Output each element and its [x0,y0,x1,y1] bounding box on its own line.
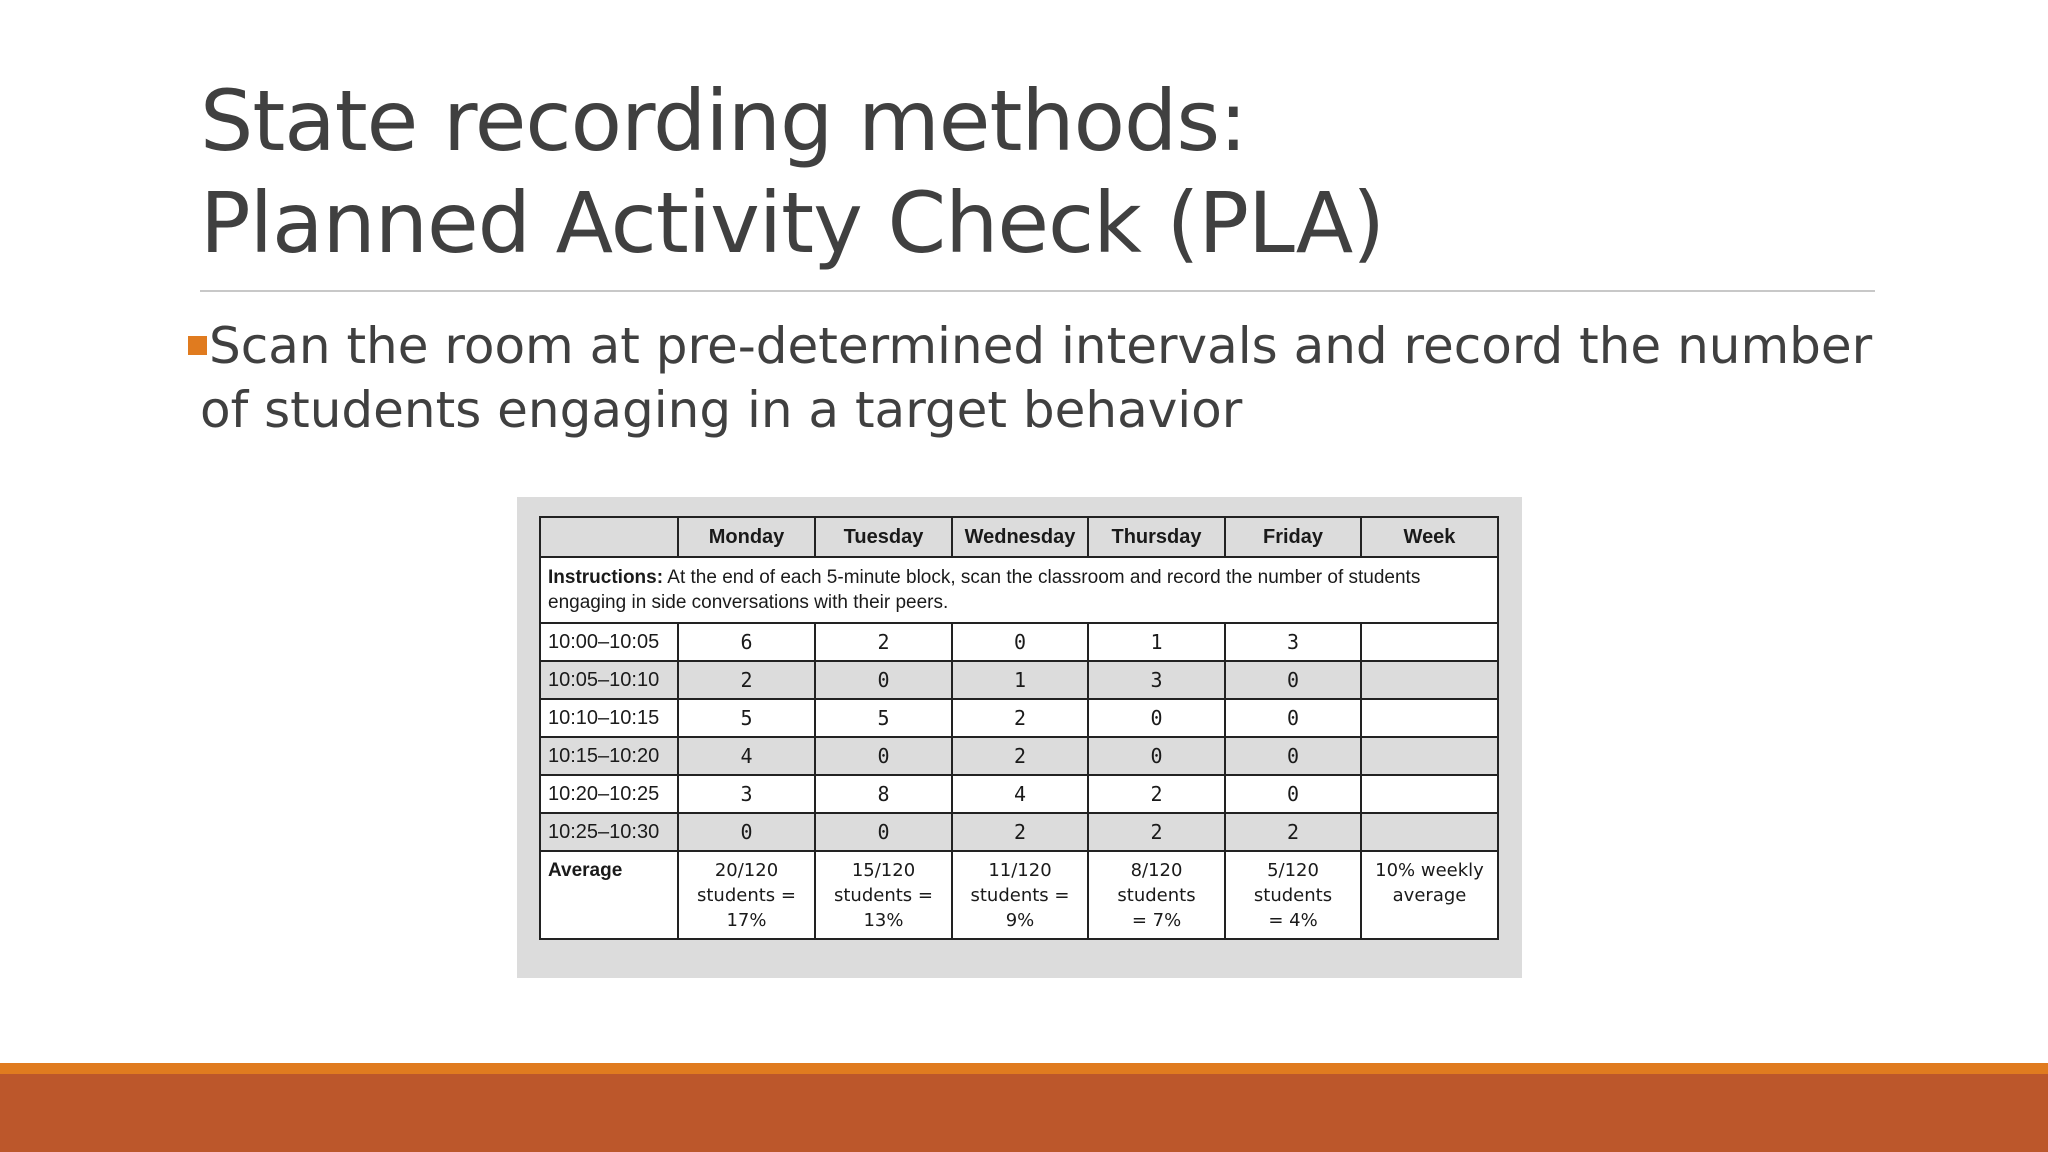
count-cell: 0 [1088,699,1225,737]
table-row [540,737,1498,775]
count-cell: 3 [678,775,815,813]
count-cell: 0 [952,623,1088,661]
average-students: students = [834,885,933,906]
count-cell: 2 [1225,813,1361,851]
average-percent: 9% [1005,910,1035,931]
average-cell [678,851,815,939]
average-cell [1225,851,1361,939]
count-cell: 5 [815,699,952,737]
header-monday: Monday [678,517,815,557]
bullet-text-line-1: Scan the room at pre-determined intervals and record the number [209,317,1873,375]
bullet-point [188,314,1888,442]
average-fraction: 8/120 [1130,860,1183,881]
count-cell: 0 [1225,737,1361,775]
header-thursday: Thursday [1088,517,1225,557]
average-label: Average [540,851,678,939]
table-row [540,661,1498,699]
count-cell [1361,623,1498,661]
table-row [540,623,1498,661]
count-cell: 4 [678,737,815,775]
count-cell: 5 [678,699,815,737]
count-cell: 2 [1088,813,1225,851]
header-tuesday: Tuesday [815,517,952,557]
average-cell [1088,851,1225,939]
count-cell: 6 [678,623,815,661]
bullet-text-line-2: of students engaging in a target behavior [200,381,1243,439]
average-fraction: 20/120 [714,860,779,881]
count-cell: 0 [1225,699,1361,737]
instructions-cell [540,557,1498,623]
time-cell: 10:10–10:15 [540,699,678,737]
time-cell: 10:25–10:30 [540,813,678,851]
time-cell: 10:00–10:05 [540,623,678,661]
count-cell: 2 [1088,775,1225,813]
time-cell: 10:20–10:25 [540,775,678,813]
instructions-text-2: engaging in side conversations with their peers. [548,592,949,613]
footer-accent-stripe [0,1063,2048,1074]
header-week: Week [1361,517,1498,557]
average-fraction: 11/120 [988,860,1052,881]
header-friday: Friday [1225,517,1361,557]
average-students: students [1253,885,1333,906]
average-cell [952,851,1088,939]
average-students: students = [970,885,1070,906]
slide-title-line-1: State recording methods: [200,72,1247,170]
average-percent: 17% [726,910,767,931]
count-cell: 4 [952,775,1088,813]
average-students: students [1117,885,1196,906]
count-cell [1361,813,1498,851]
count-cell: 3 [1088,661,1225,699]
count-cell: 0 [1225,775,1361,813]
table-row [540,775,1498,813]
table-row [540,699,1498,737]
slide-title [200,70,1900,274]
count-cell: 2 [952,813,1088,851]
count-cell: 2 [952,737,1088,775]
count-cell [1361,699,1498,737]
weekly-average-label: average [1392,885,1467,906]
count-cell: 0 [815,813,952,851]
count-cell: 0 [1225,661,1361,699]
header-row [540,517,1498,557]
count-cell: 2 [678,661,815,699]
pla-table-figure [517,497,1522,978]
average-cell [815,851,952,939]
average-students: students = [697,885,796,906]
count-cell [1361,775,1498,813]
count-cell: 0 [678,813,815,851]
count-cell [1361,661,1498,699]
weekly-average-cell [1361,851,1498,939]
instructions-label: Instructions: [548,567,664,588]
slide-title-line-2: Planned Activity Check (PLA) [200,174,1384,272]
average-row [540,851,1498,939]
title-divider [200,290,1875,292]
header-wednesday: Wednesday [952,517,1088,557]
count-cell [1361,737,1498,775]
instructions-text-1: At the end of each 5-minute block, scan the classroom and record the number of students [663,567,1421,588]
count-cell: 1 [952,661,1088,699]
count-cell: 3 [1225,623,1361,661]
count-cell: 0 [815,737,952,775]
count-cell: 8 [815,775,952,813]
average-fraction: 15/120 [851,860,916,881]
average-percent: = 7% [1131,910,1182,931]
footer-bar [0,1074,2048,1152]
time-cell: 10:15–10:20 [540,737,678,775]
count-cell: 0 [1088,737,1225,775]
count-cell: 2 [952,699,1088,737]
count-cell: 1 [1088,623,1225,661]
weekly-average-value: 10% weekly [1375,860,1484,881]
count-cell: 2 [815,623,952,661]
instructions-row [540,557,1498,623]
average-fraction: 5/120 [1267,860,1319,881]
average-percent: 13% [863,910,904,931]
count-cell: 0 [815,661,952,699]
average-percent: = 4% [1268,910,1318,931]
header-corner [540,517,678,557]
table-row [540,813,1498,851]
time-cell: 10:05–10:10 [540,661,678,699]
pla-data-table [539,516,1499,940]
square-bullet-icon [188,336,207,355]
